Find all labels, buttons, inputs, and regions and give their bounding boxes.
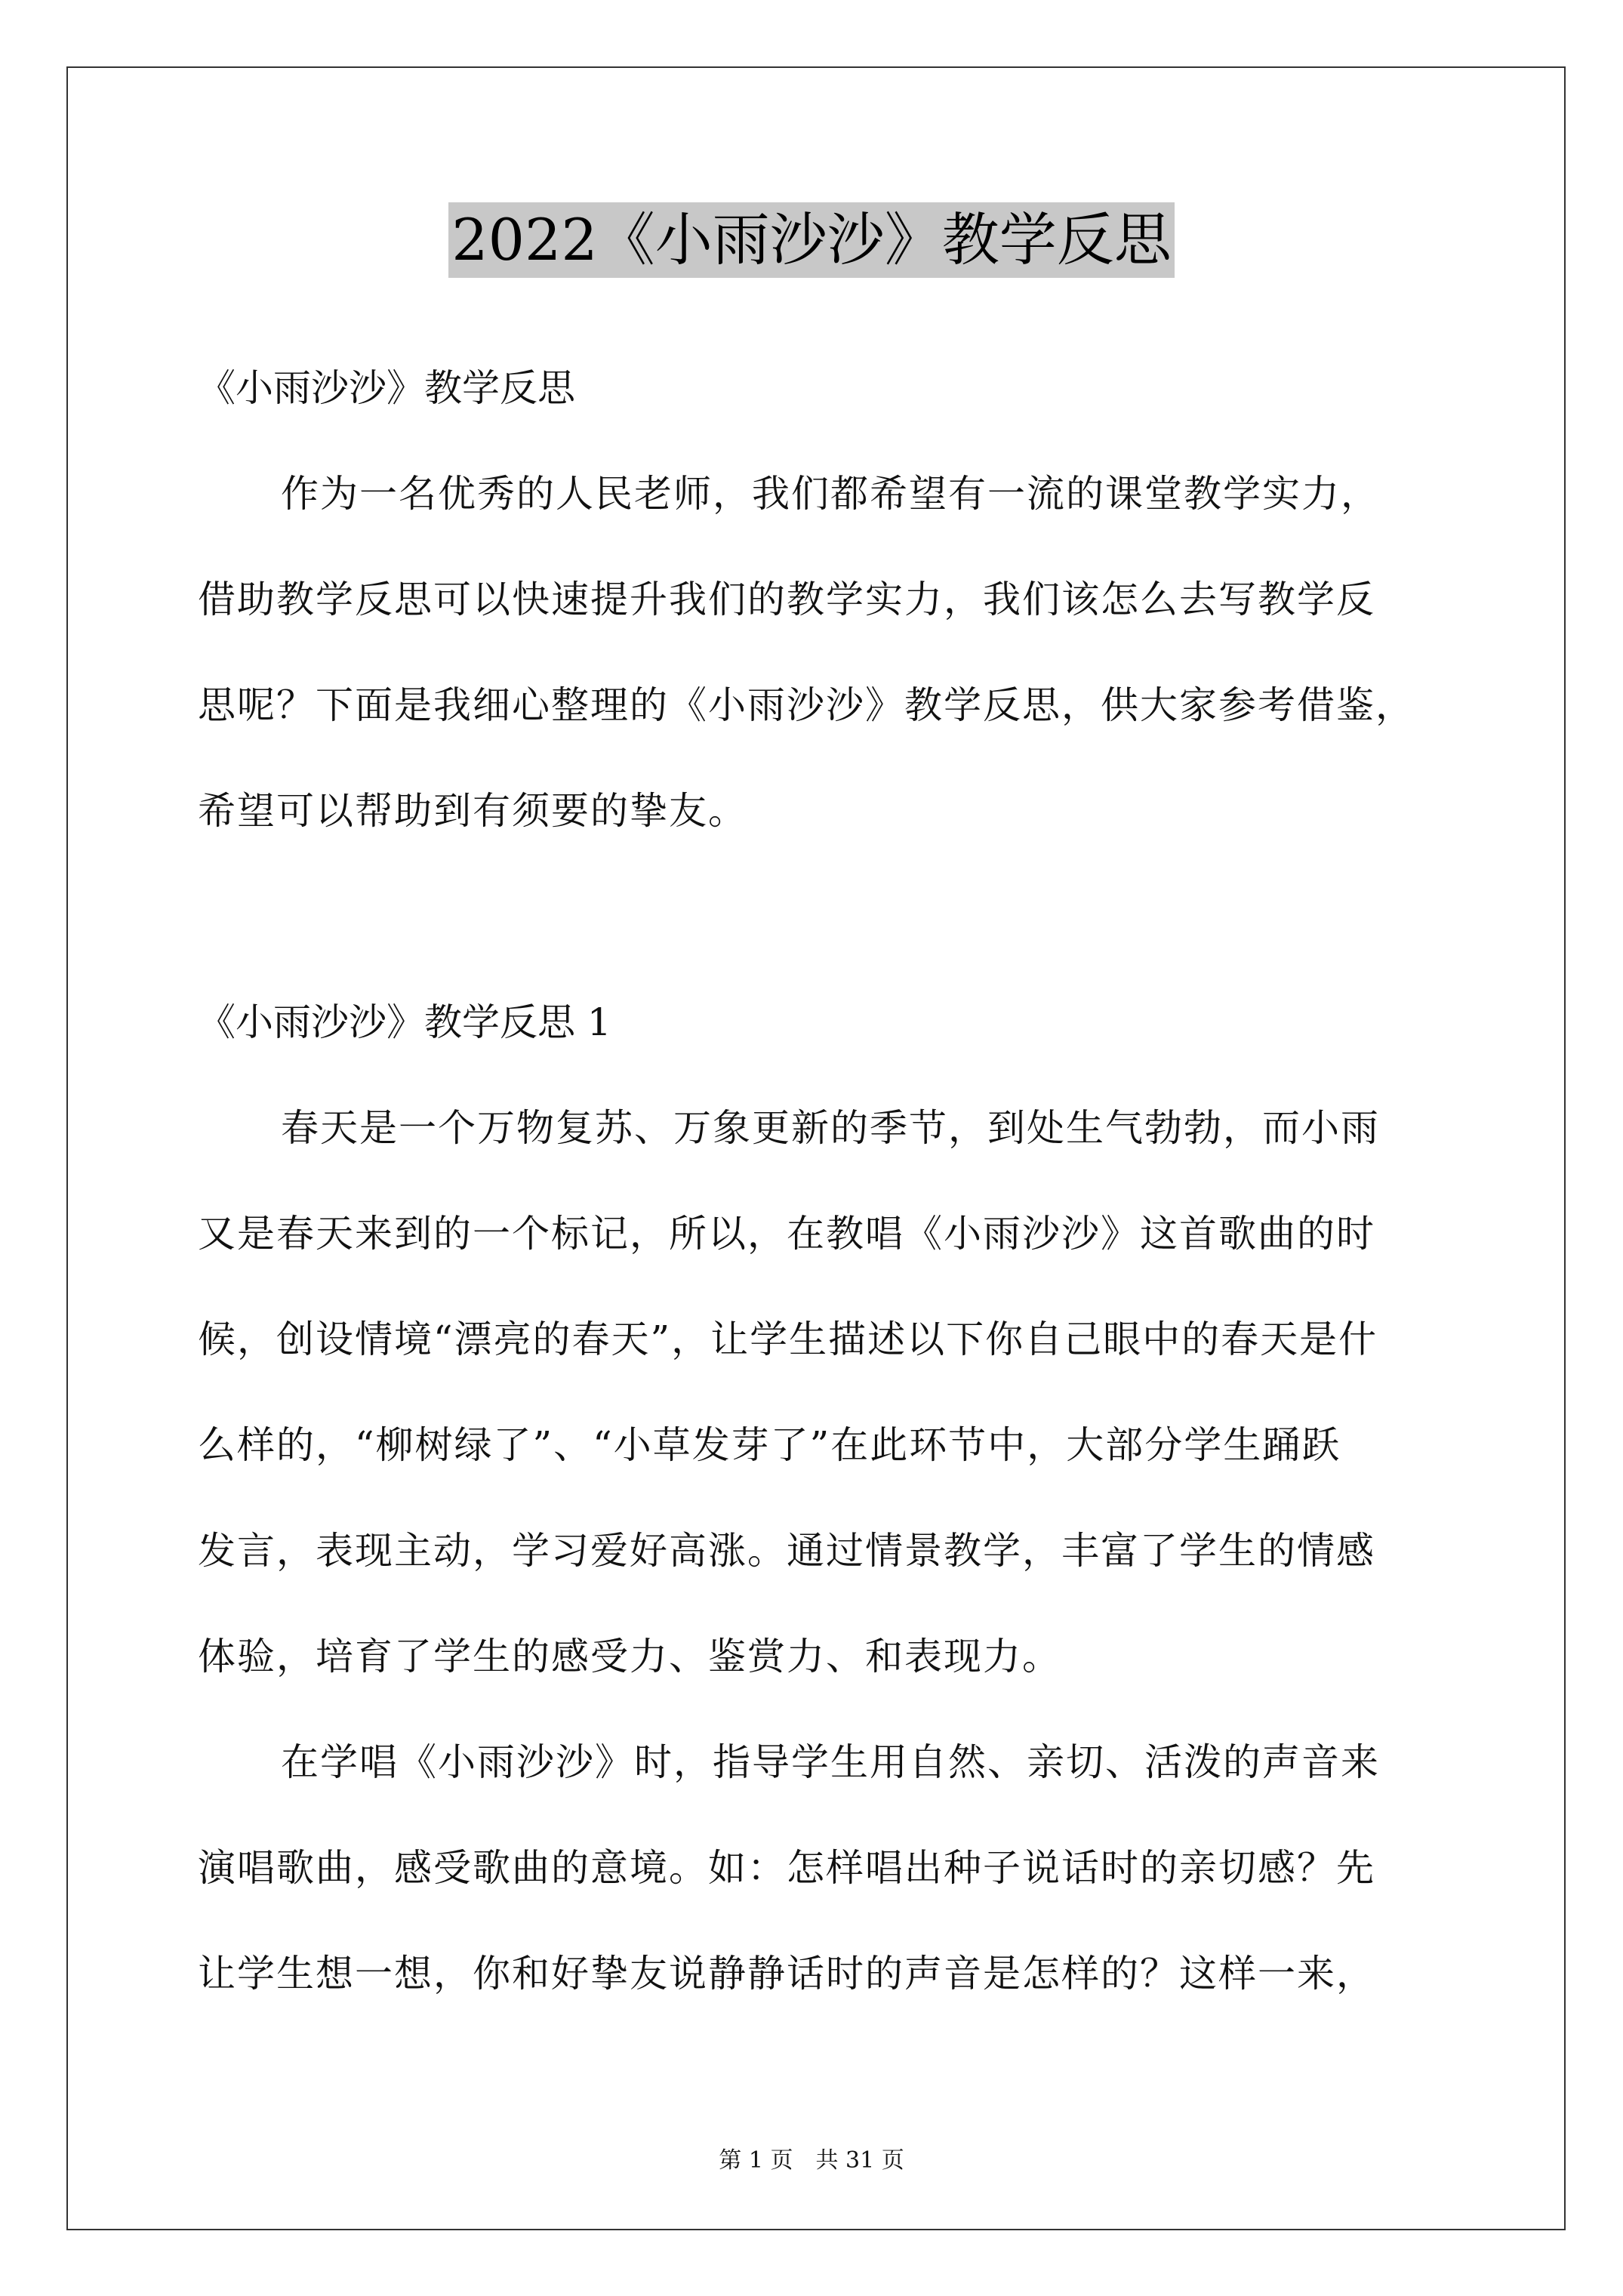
spacer xyxy=(198,1048,1466,1102)
section1-paragraph-1 xyxy=(198,1102,1466,1682)
intro-line: 借助教学反思可以快速提升我们的教学实力，我们该怎么去写教学反 xyxy=(198,578,1375,621)
section1-line: 又是春天来到的一个标记，所以，在教唱《小雨沙沙》这首歌曲的时 xyxy=(198,1212,1375,1256)
spacer xyxy=(198,317,1466,362)
spacer xyxy=(198,837,1466,997)
intro-heading: 《小雨沙沙》教学反思 xyxy=(198,366,575,410)
document-body xyxy=(198,317,1466,1999)
section1-line: 候，创设情境“漂亮的春天”，让学生描述以下你自己眼中的春天是什 xyxy=(198,1318,1378,1361)
section1-paragraph-2 xyxy=(198,1737,1466,1999)
document-title: 2022《小雨沙沙》教学反思 xyxy=(448,202,1174,278)
intro-line: 希望可以帮助到有须要的挚友。 xyxy=(198,789,747,833)
title-wrap xyxy=(0,202,1623,278)
section1-line: 在学唱《小雨沙沙》时，指导学生用自然、亲切、活泼的声音来 xyxy=(281,1740,1380,1784)
section1-line: 演唱歌曲，感受歌曲的意境。如：怎样唱出种子说话时的亲切感？先 xyxy=(198,1846,1375,1890)
section1-line: 么样的，“柳树绿了”、“小草发芽了”在此环节中，大部分学生踊跃 xyxy=(198,1423,1341,1467)
spacer xyxy=(198,414,1466,468)
section1-line: 发言，表现主动，学习爱好高涨。通过情景教学，丰富了学生的情感 xyxy=(198,1529,1375,1573)
section1-line: 春天是一个万物复苏、万象更新的季节，到处生气勃勃，而小雨 xyxy=(281,1106,1380,1150)
section1-heading: 《小雨沙沙》教学反思 1 xyxy=(198,1000,611,1044)
intro-paragraph xyxy=(198,468,1466,837)
section1-line: 体验，培育了学生的感受力、鉴赏力、和表现力。 xyxy=(198,1635,1061,1678)
intro-line: 思呢？下面是我细心整理的《小雨沙沙》教学反思，供大家参考借鉴， xyxy=(198,683,1415,727)
intro-line: 作为一名优秀的人民老师，我们都希望有一流的课堂教学实力， xyxy=(281,472,1380,516)
section1-line: 让学生想一想，你和好挚友说静静话时的声音是怎样的？这样一来， xyxy=(198,1952,1375,1996)
page-footer: 第 1 页 共 31 页 xyxy=(719,2147,904,2174)
